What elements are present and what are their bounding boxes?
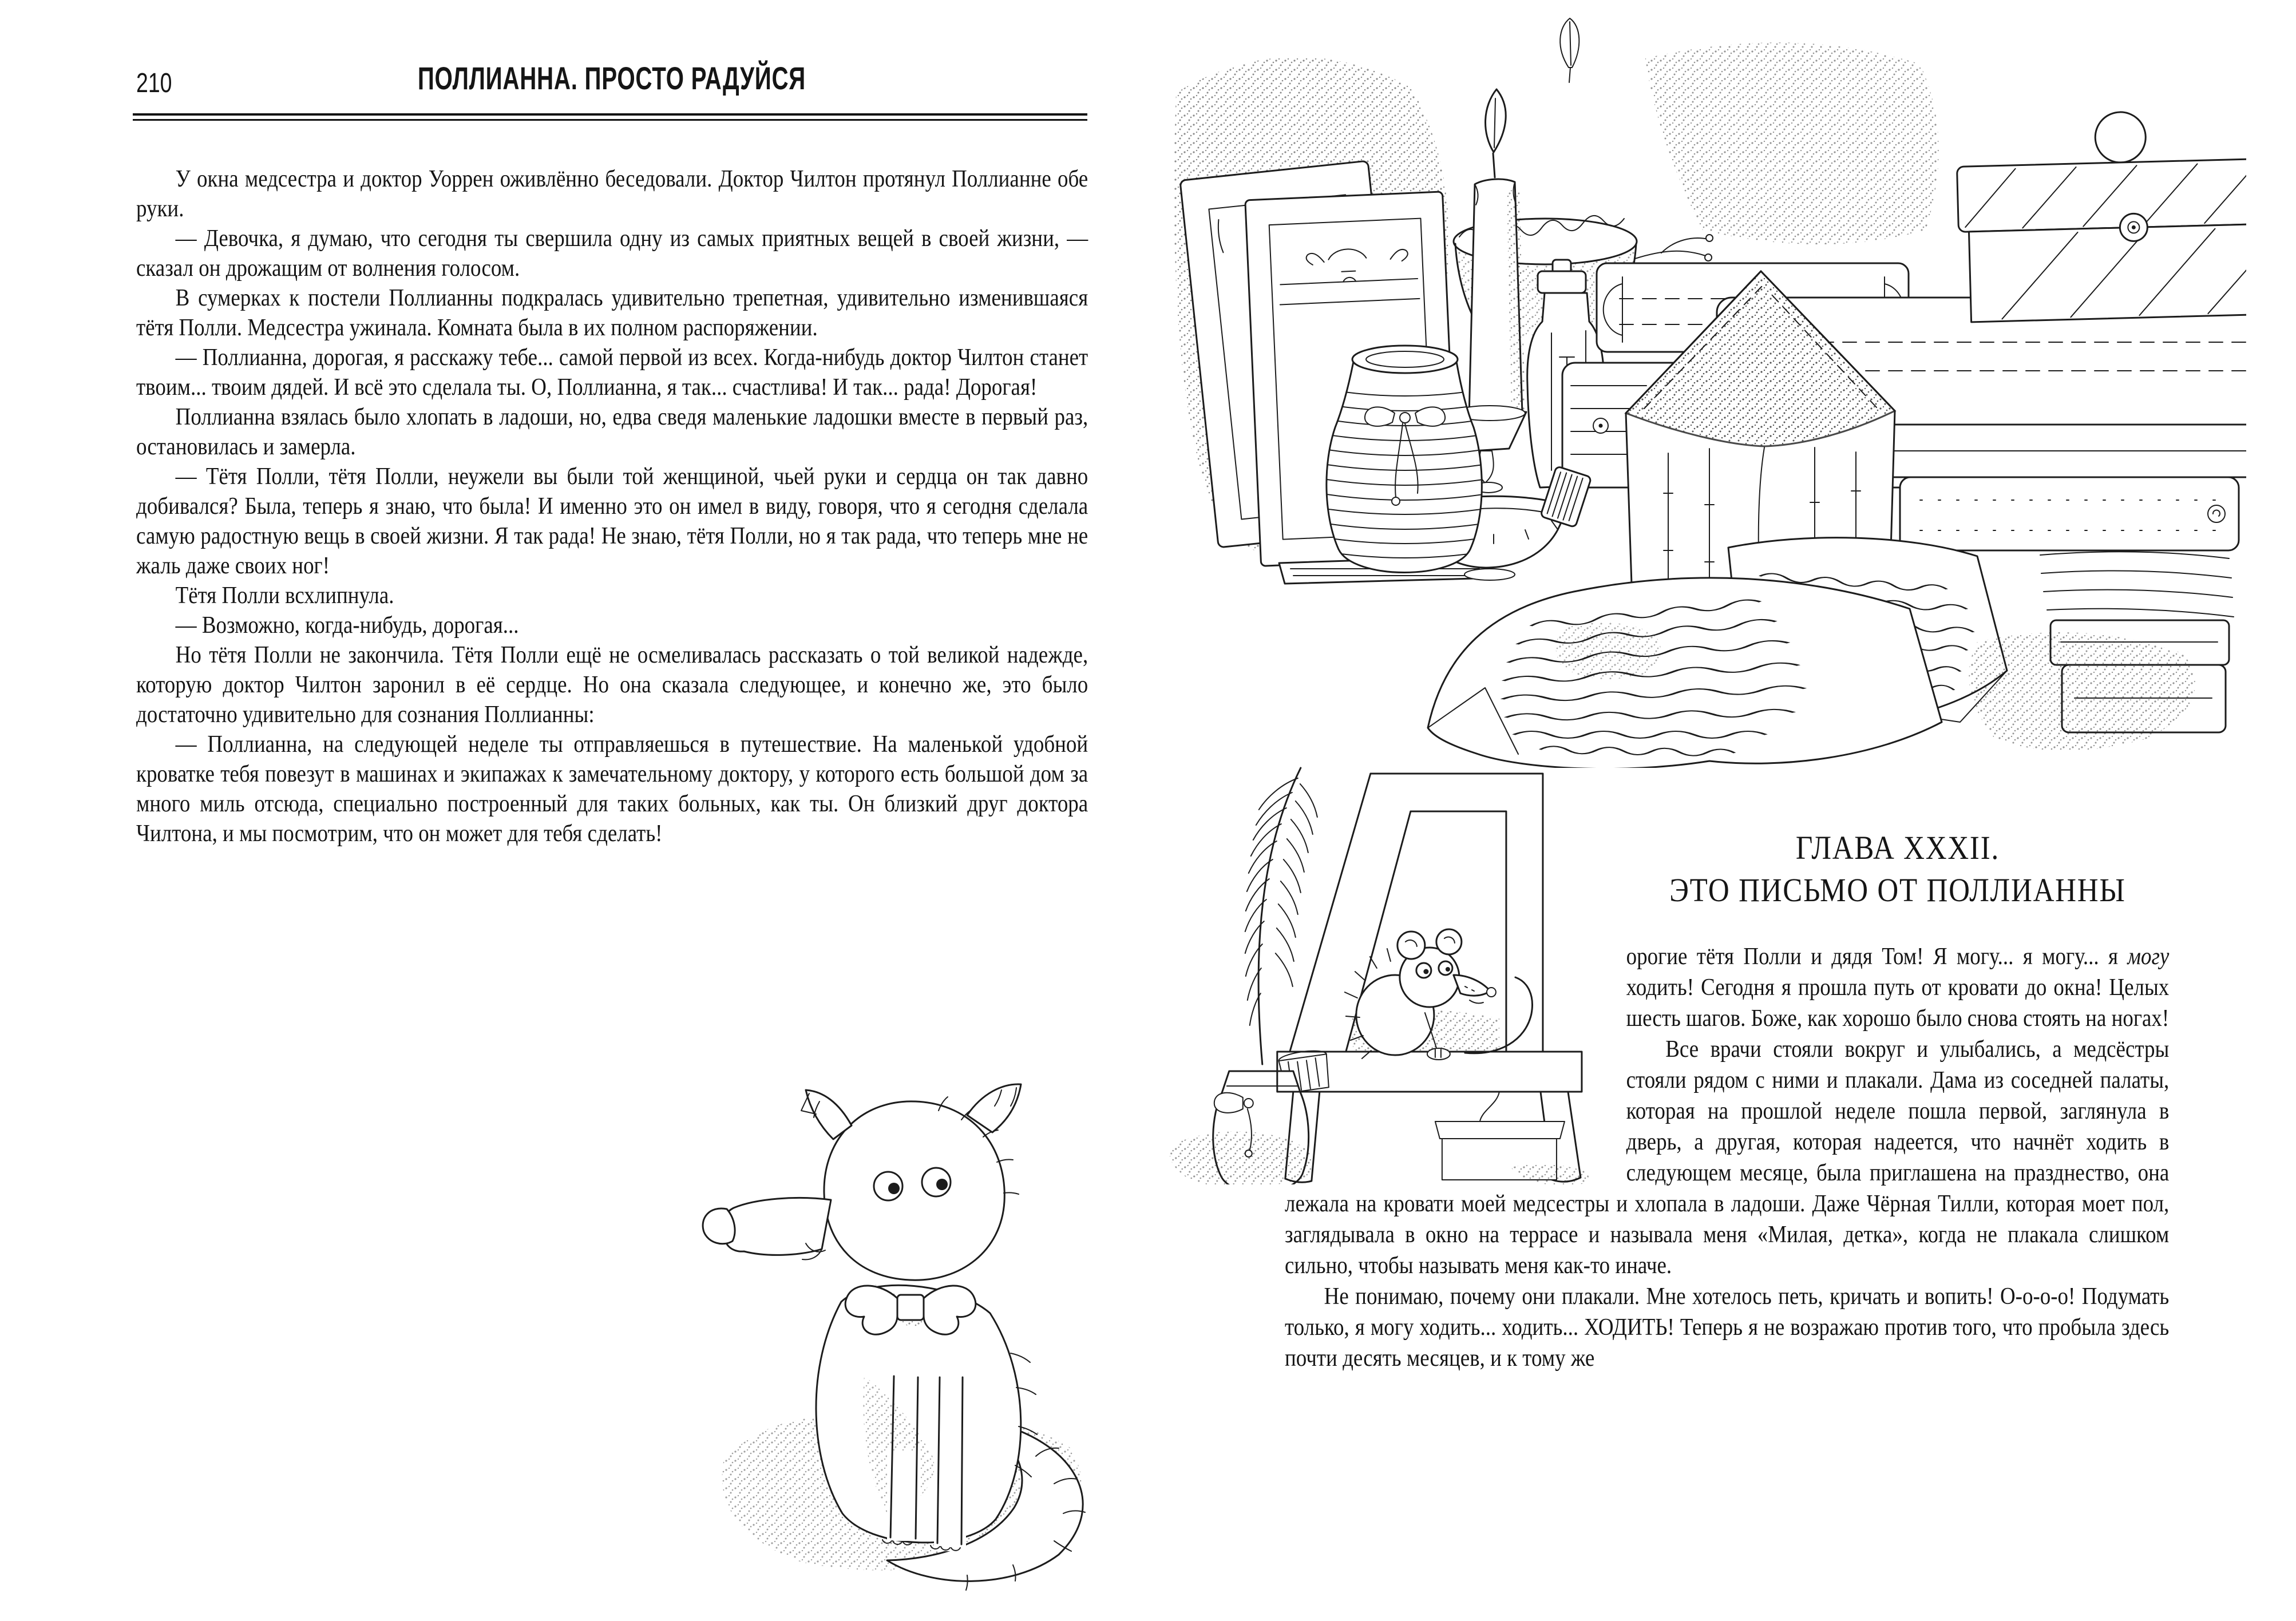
paragraph: — Тётя Полли, тётя Полли, неужели вы были той женщиной, чьей руки и сердца он так давно добивался? Была, теперь я знаю, что была! И именно это он имел в виду, говоря, что я сегодня сделала самую радостную вещь в своей жизни. Я так рада! Не знаю, тётя Полли, но я так рада, что теперь мне не жаль даже своих ног! — [136, 463, 1088, 579]
paragraph: Поллианна взялась было хлопать в ладоши, но, едва сведя маленькие ладошки вместе в первый раз, остановилась и замерла. — [136, 404, 1088, 460]
paragraph: — Девочка, я думаю, что сегодня ты свершила одну из самых приятных вещей в своей жизни, — сказал он дрожащим от волнения голосом. — [136, 225, 1088, 282]
letter-paragraph: орогие тётя Полли и дядя Том! Я могу... я могу... я могу ходить! Сегодня я прошла путь от кровати до окна! Целых шесть шагов. Боже, как хорошо было снова стоять на ногах! — [1626, 944, 2170, 1032]
letter-paragraph: Не понимаю, почему они плакали. Мне хотелось петь, кричать и вопить! О-о-о-о! Подумать только, я могу ходить... ходить... ХОДИТЬ! Теперь я не возражаю против того, что пробыла здесь почти десять месяцев, и к тому же — [1285, 1283, 2170, 1372]
header-double-rule — [133, 113, 1087, 121]
italic-word: могу — [2127, 944, 2170, 970]
right-page-text — [1285, 827, 2169, 1374]
chapter-number: ГЛАВА XXXII. — [1795, 829, 2000, 866]
paragraph: В сумерках к постели Поллианны подкралась удивительно трепетная, удивительно изменившаяся тётя Полли. Медсестра ужинала. Комната была в их полном распоряжении. — [136, 285, 1088, 341]
running-head: ПОЛЛИАННА. ПРОСТО РАДУЙСЯ — [417, 60, 806, 96]
left-page-text — [136, 164, 1088, 849]
paragraph: У окна медсестра и доктор Уоррен оживлённо беседовали. Доктор Чилтон протянул Поллианне обе руки. — [136, 166, 1088, 222]
letter-paragraph: Все врачи стояли вокруг и улыбались, а медсёстры стояли рядом с ними и плакали. Дама из соседней палаты, которая на прошлой неделе пошла первой, заглянула в дверь, а другая, которая надеется, что начнёт ходить в следующем месяце, была приглашена на празднество, она лежала на кровати моей медсестры и хлопала в ладоши. Даже Чёрная Тилли, которая моет пол, заглядывала в окно на террасе и называла меня «Милая, детка», когда не плакала слишком сильно, чтобы называть меня как-то иначе. — [1285, 1036, 2170, 1279]
paragraph: — Поллианна, на следующей неделе ты отправляешься в путешествие. На маленькой удобной кроватке тебя повезут в машинах и экипажах к замечательному доктору, у которого есть большой дом за много миль отсюда, специально построенный для таких больных, как ты. Он близкий друг доктора Чилтона, и мы посмотрим, что он может для тебя сделать! — [136, 731, 1088, 847]
paragraph: Тётя Полли всхлипнула. — [175, 582, 394, 609]
still-life-illustration — [1165, 13, 2246, 768]
paragraph: Но тётя Полли не закончила. Тётя Полли ещё не осмеливалась рассказать о той великой надежде, которую доктор Чилтон заронил в её сердце. Но она сказала следующее, и конечно же, это было достаточно удивительно для сознания Поллианны: — [136, 642, 1088, 728]
page-number: 210 — [136, 68, 172, 98]
mirror-drop-cap-illustration — [1156, 744, 1608, 1184]
dog-illustration — [670, 1056, 1122, 1599]
chapter-title: ЭТО ПИСЬМО ОТ ПОЛЛИАННЫ — [1669, 871, 2126, 909]
paragraph: — Поллианна, дорогая, я расскажу тебе... самой первой из всех. Когда-нибудь доктор Чилтон станет твоим... твоим дядей. И всё это сделала ты. О, Поллианна, я так... счастлива! И так... рада! Дорогая! — [136, 344, 1088, 401]
paragraph: — Возможно, когда-нибудь, дорогая... — [175, 612, 519, 639]
